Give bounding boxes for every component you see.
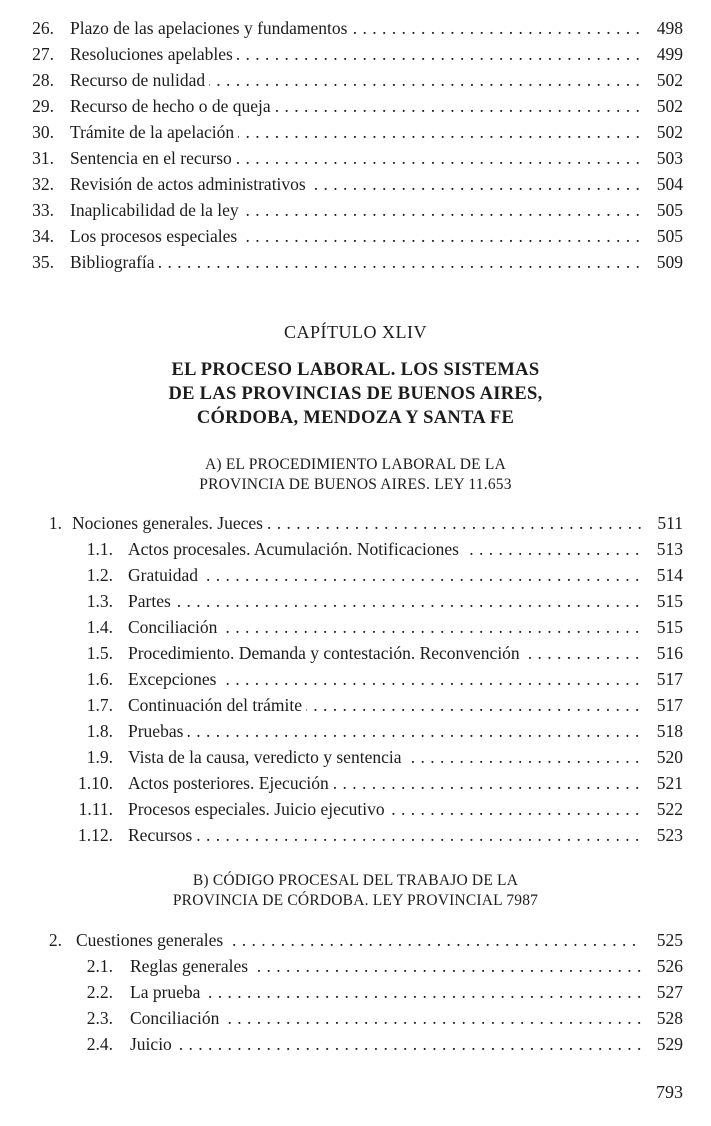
toc-subentry: [0, 1005, 711, 1031]
section-a-title-line: PROVINCIA DE BUENOS AIRES. LEY 11.653: [199, 476, 512, 493]
section-a-title-line: A) EL PROCEDIMIENTO LABORAL DE LA: [205, 456, 506, 473]
entry-label: Conciliación: [130, 1008, 223, 1028]
entry-number: 27.: [32, 44, 54, 64]
entry-page: 502: [656, 96, 683, 116]
entry-number: 1.6.: [86, 669, 113, 689]
entry-page: 514: [656, 565, 683, 585]
entry-number: 1.3.: [86, 591, 113, 611]
chapter-heading-line: EL PROCESO LABORAL. LOS SISTEMAS: [171, 360, 540, 380]
chapter-label: CAPÍTULO XLIV: [284, 322, 427, 342]
entry-number: 2.: [48, 930, 62, 950]
page-number: 793: [656, 1082, 683, 1102]
toc-entry: [0, 197, 711, 223]
toc-entry: [0, 15, 711, 41]
entry-page: 505: [656, 226, 683, 246]
entry-page: 517: [656, 669, 683, 689]
toc-entry: [0, 249, 711, 275]
entry-number: 30.: [32, 122, 54, 142]
toc-subentry: [0, 692, 711, 718]
chapter-heading-line: CÓRDOBA, MENDOZA Y SANTA FE: [196, 408, 515, 428]
entry-label: Actos procesales. Acumulación. Notificaciones: [128, 539, 463, 559]
toc-subentry: [0, 1031, 711, 1057]
toc-entry: [0, 223, 711, 249]
entry-page: 515: [656, 591, 683, 611]
toc-subentry: [0, 770, 711, 796]
entry-label: Actos posteriores. Ejecución: [128, 773, 333, 793]
entry-label: Inaplicabilidad de la ley: [70, 200, 243, 220]
entry-page: 515: [656, 617, 683, 637]
entry-number: 26.: [32, 18, 54, 38]
entry-page: 505: [656, 200, 683, 220]
entry-number: 1.2.: [86, 565, 113, 585]
toc-subentry: [0, 953, 711, 979]
entry-number: 1.1.: [86, 539, 113, 559]
entry-number: 31.: [32, 148, 54, 168]
entry-label: Excepciones: [128, 669, 220, 689]
entry-page: 513: [656, 539, 683, 559]
toc-subentry: [0, 562, 711, 588]
entry-page: 521: [656, 773, 683, 793]
toc-entry: [0, 145, 711, 171]
entry-number: 1.7.: [86, 695, 113, 715]
entry-label: Procedimiento. Demanda y contestación. Reconvención: [128, 643, 524, 663]
entry-label: Juicio: [130, 1034, 176, 1054]
entry-label: Pruebas: [128, 721, 187, 741]
entry-page: 518: [656, 721, 683, 741]
entry-page: 520: [656, 747, 683, 767]
toc-entry: [0, 927, 711, 953]
entry-number: 2.2.: [86, 982, 113, 1002]
entry-label: Los procesos especiales: [70, 226, 241, 246]
toc-entry: [0, 171, 711, 197]
entry-label: Partes: [128, 591, 175, 611]
entry-page: 509: [656, 252, 683, 272]
entry-page: 502: [656, 122, 683, 142]
entry-page: 503: [656, 148, 683, 168]
entry-number: 34.: [32, 226, 54, 246]
entry-label: Trámite de la apelación: [70, 122, 238, 142]
section-b-title-line: B) CÓDIGO PROCESAL DEL TRABAJO DE LA: [192, 872, 519, 889]
toc-entry: [0, 119, 711, 145]
entry-number: 1.9.: [86, 747, 113, 767]
entry-number: 33.: [32, 200, 54, 220]
entry-page: 511: [657, 513, 683, 533]
entry-page: 499: [656, 44, 683, 64]
entry-label: Gratuidad: [128, 565, 202, 585]
entry-page: 525: [656, 930, 683, 950]
entry-label: Reglas generales: [130, 956, 252, 976]
toc-entry: [0, 93, 711, 119]
entry-page: 516: [656, 643, 683, 663]
toc-subentry: [0, 536, 711, 562]
entry-page: 529: [656, 1034, 683, 1054]
entry-page: 522: [656, 799, 683, 819]
entry-label: Continuación del trámite: [128, 695, 306, 715]
toc-entry: [0, 510, 711, 536]
entry-label: Bibliografía: [70, 252, 159, 272]
entry-number: 1.11.: [78, 799, 113, 819]
entry-label: Cuestiones generales: [76, 930, 227, 950]
entry-page: 523: [656, 825, 683, 845]
entry-label: Resoluciones apelables: [70, 44, 237, 64]
entry-label: Plazo de las apelaciones y fundamentos: [70, 18, 351, 38]
entry-label: Recurso de nulidad: [70, 70, 209, 90]
entry-page: 504: [656, 174, 683, 194]
entry-number: 29.: [32, 96, 54, 116]
toc-subentry: [0, 588, 711, 614]
toc-entry: [0, 41, 711, 67]
entry-page: 498: [656, 18, 683, 38]
entry-number: 1.4.: [86, 617, 113, 637]
section-b-title-line: PROVINCIA DE CÓRDOBA. LEY PROVINCIAL 7987: [172, 892, 539, 909]
toc-subentry: [0, 718, 711, 744]
entry-label: Procesos especiales. Juicio ejecutivo: [128, 799, 389, 819]
entry-number: 28.: [32, 70, 54, 90]
entry-page: 528: [656, 1008, 683, 1028]
entry-label: Revisión de actos administrativos: [70, 174, 310, 194]
entry-page: 526: [656, 956, 683, 976]
entry-label: Vista de la causa, veredicto y sentencia: [128, 747, 405, 767]
entry-number: 32.: [32, 174, 54, 194]
toc-entry: [0, 67, 711, 93]
entry-number: 2.1.: [86, 956, 113, 976]
entry-number: 35.: [32, 252, 54, 272]
toc-subentry: [0, 979, 711, 1005]
toc-subentry: [0, 744, 711, 770]
entry-number: 1.5.: [86, 643, 113, 663]
entry-number: 2.4.: [86, 1034, 113, 1054]
entry-label: La prueba: [130, 982, 204, 1002]
entry-number: 1.8.: [86, 721, 113, 741]
entry-page: 517: [656, 695, 683, 715]
entry-label: Conciliación: [128, 617, 221, 637]
toc-subentry: [0, 796, 711, 822]
toc-subentry: [0, 822, 711, 848]
entry-number: 1.12.: [78, 825, 113, 845]
entry-number: 1.10.: [78, 773, 113, 793]
entry-label: Recurso de hecho o de queja: [70, 96, 275, 116]
entry-label: Nociones generales. Jueces: [72, 513, 267, 533]
entry-number: 1.: [48, 513, 62, 533]
entry-label: Sentencia en el recurso: [70, 148, 236, 168]
toc-subentry: [0, 614, 711, 640]
entry-label: Recursos: [128, 825, 196, 845]
entry-page: 527: [656, 982, 683, 1002]
entry-page: 502: [656, 70, 683, 90]
chapter-heading-line: DE LAS PROVINCIAS DE BUENOS AIRES,: [168, 384, 543, 404]
toc-subentry: [0, 640, 711, 666]
toc-subentry: [0, 666, 711, 692]
entry-number: 2.3.: [86, 1008, 113, 1028]
